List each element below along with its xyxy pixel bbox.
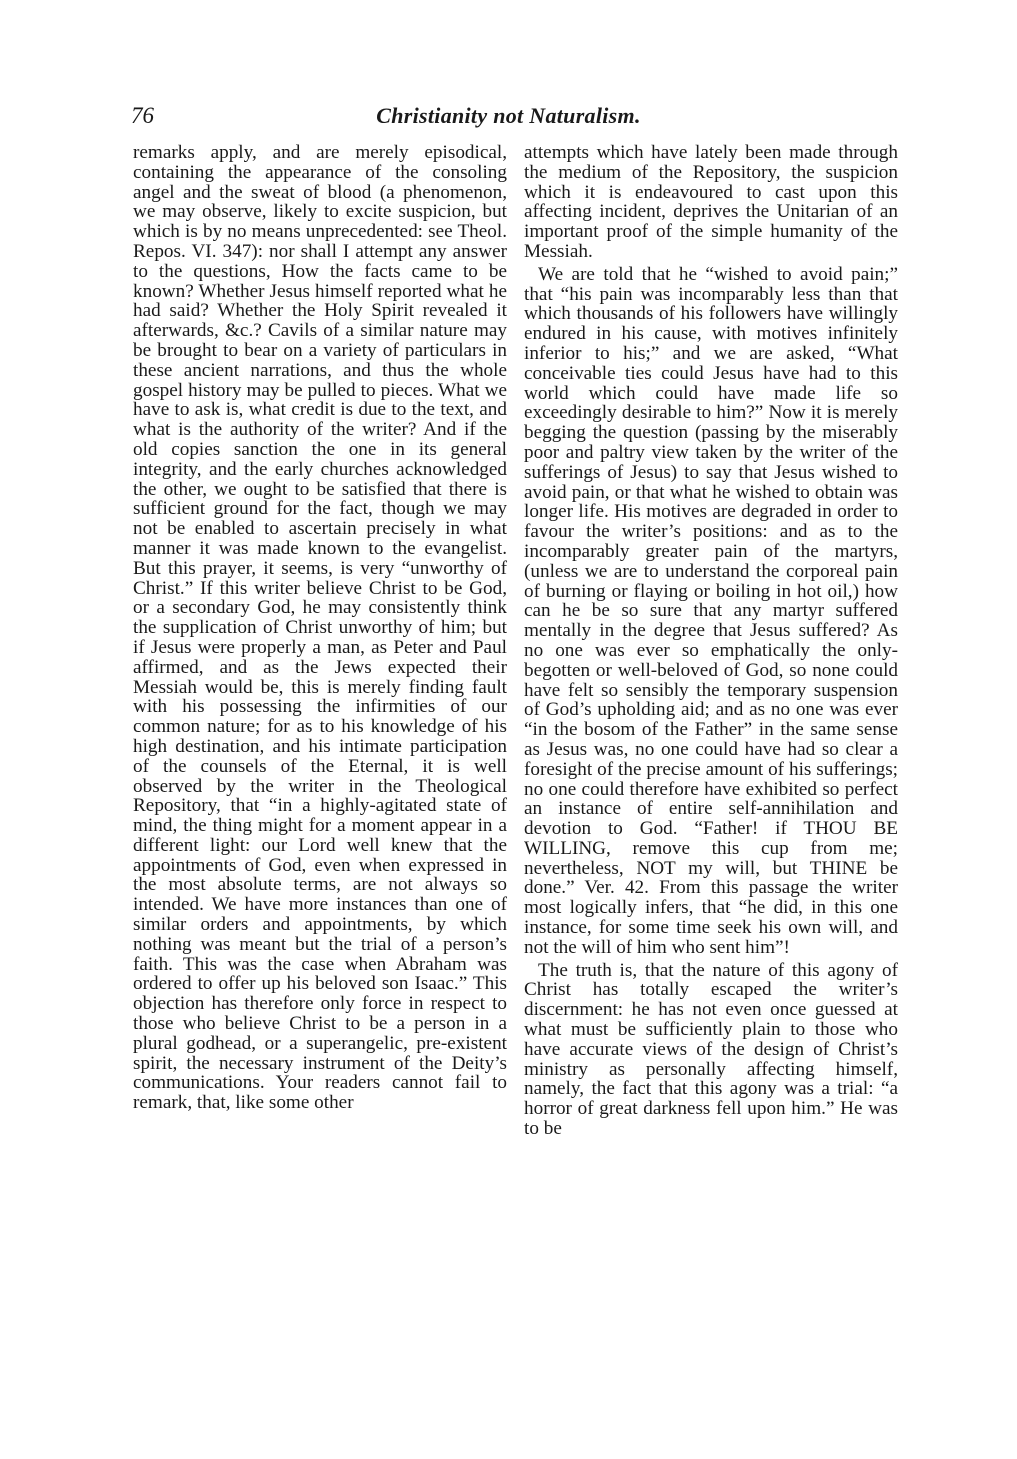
right-paragraph-1: attempts which have lately been made through the medium of the Repository, the suspicion which it is endeavoured to cast upon this affecting incident, deprives the Unitarian of an important proof of the simple humanity of the Messiah. [524, 142, 898, 262]
left-paragraph-1: remarks apply, and are merely episodical, containing the appearance of the consoling angel and the sweat of blood (a phenomenon, we may observe, likely to excite suspicion, but which is by no means unprecedented: see Theol. Repos. VI. 347): nor shall I attempt any answer to the questions, How the facts came to be known? Whether Jesus himself reported what he had said? Whether the Holy Spirit revealed it afterwards, &c.? Cavils of a similar nature may be brought to bear on a variety of particulars in these ancient narrations, and thus the whole gospel history may be pulled to pieces. What we have to ask is, what credit is due to the text, and what is the authority of the writer? And if the old copies sanction the one in its general integrity, and the early churches acknowledged the other, we ought to be satisfied that there is sufficient ground for the fact, though we may not be enabled to ascertain precisely in what manner it was made known to the evangelist. But this prayer, it seems, is very “unworthy of Christ.” If this writer believe Christ to be God, or a secondary God, he may consistently think the supplication of Christ unworthy of him; but if Jesus were properly a man, as Peter and Paul affirmed, and as the Jews expected their Messiah would be, this is merely finding fault with his possessing the infirmities of our common nature; for as to his knowledge of his high destination, and his intimate participation of the counsels of the Eternal, it is well observed by the writer in the Theological Repository, that “in a highly-agitated state of mind, the thing might for a moment appear in a different light: our Lord well knew that the appointments of God, even when expressed in the most absolute terms, are not always so intended. We have more instances than one of similar orders and appointments, by which nothing was meant but the trial of a person’s faith. This was the case when Abraham was ordered to offer up his beloved son Isaac.” This objection has therefore only force in respect to those who believe Christ to be a person in a plural godhead, or a superangelic, pre-existent spirit, the necessary instrument of the Deity’s communications. Your readers cannot fail to remark, that, like some other [133, 142, 507, 1114]
right-column [524, 143, 898, 1139]
running-title: Christianity not Naturalism. [376, 103, 641, 128]
right-paragraph-2: We are told that he “wished to avoid pain;” that “his pain was incomparably less than that which thousands of his followers have willingly endured in his cause, with motives infinitely inferior to his;” and we are asked, “What conceivable ties could Jesus have had to this world which could have made life so exceedingly desirable to him?” Now it is merely begging the question (passing by the miserably poor and paltry view taken by the writer of the sufferings of Jesus) to say that Jesus wished to avoid pain, or that what he wished to obtain was longer life. His motives are degraded in order to favour the writer’s positions: and as to the incomparably greater pain of the martyrs, (unless we are to understand the corporeal pain of burning or flaying or boiling in hot oil,) how can he be so sure that any martyr suffered mentally in the degree that Jesus suffered? As no one was ever so emphatically the only-begotten or well-beloved of God, so none could have felt so sensibly the temporary suspension of God’s upholding aid; and as no one was ever “in the bosom of the Father” in the same sense as Jesus was, no one could have had so clear a foresight of the precise amount of his sufferings; no one could therefore have exhibited so perfect an instance of entire self-annihilation and devotion to God. “Father! if THOU BE WILLING, remove this cup from me; nevertheless, NOT my will, but THINE be done.” Ver. 42. From this passage the writer most logically infers, that “he did, in this one instance, for some time seek his own will, and not the will of him who sent him”! [524, 263, 898, 958]
right-paragraph-3: The truth is, that the nature of this agony of Christ has totally escaped the writer’s discernment: he has not even once guessed at what must be sufficiently plain to those who have accurate views of the design of Christ’s ministry as personally affecting himself, namely, the fact that this agony was a trial: “a horror of great darkness fell upon him.” He was to be [524, 959, 898, 1140]
left-column [133, 143, 507, 1113]
page-number: 76 [131, 103, 154, 128]
